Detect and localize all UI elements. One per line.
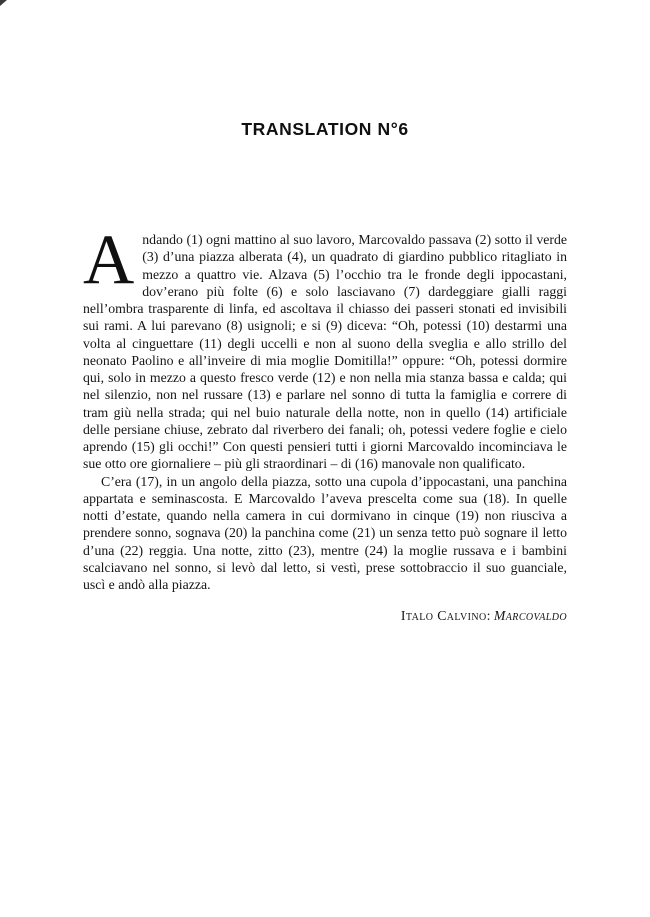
paragraph-2 xyxy=(83,473,567,594)
attribution xyxy=(83,607,567,624)
attribution-work: Marcovaldo xyxy=(493,608,567,624)
attribution-separator: : xyxy=(486,608,494,624)
attribution-author: Italo Calvino xyxy=(400,608,487,624)
drop-cap: A xyxy=(83,221,135,299)
text-block xyxy=(83,221,567,625)
paragraph-1 xyxy=(83,221,567,473)
paragraph-2-text: C’era (17), in un angolo della piazza, sotto una cupola d’ippocastani, una panchina appartata e seminascosta. E Marcovaldo l’aveva prescelta come sua (18). In quelle notti d’estate, quando nella camera in cui dormivano in cinque (19) non riusciva a prendere sonno, sognava (20) la panchina come (21) un senza tetto può sognare il letto d’una (22) reggia. Una notte, zitto (23), mentre (24) la moglie russava e i bambini scalciavano nel sonno, si levò dal letto, si vestì, prese sottobraccio il suo guanciale, uscì e andò alla piazza. xyxy=(83,473,567,592)
paragraph-1-text: ndando (1) ogni mattino al suo lavoro, Marcovaldo passava (2) sotto il verde (3) d’una piazza alberata (4), un quadrato di giardino pubblico ritagliato in mezzo a quattro vie. Alzava (5) l’occhio tra le fronde degli ippocastani, dov’erano più folte (6) e solo lasciavano (7) dardeggiare gialli raggi nell’ombra trasparente di linfa, ed ascoltava il chiasso dei passeri stonati ed invisibili sui rami. A lui parevano (8) usignoli; e si (9) diceva: “Oh, potessi (10) destarmi una volta al cinguettare (11) degli uccelli e non al suono della sveglia e allo strillo del neonato Paolino e all’inveire di mia moglie Domitilla!” oppure: “Oh, potessi dormire qui, solo in mezzo a questo fresco verde (12) e non nella mia stanza bassa e calda; qui nel silenzio, non nel russare (13) e parlare nel sonno di tutta la famiglia e correre di tram giù nella strada; qui nel buio naturale della notte, non in quello (14) artificiale delle persiane chiuse, zebrato dal riverbero dei fanali; oh, potessi vedere foglie e cielo aprendo (15) gli occhi!” Con questi pensieri tutti i giorni Marcovaldo incominciava le sue otto ore giornaliere – più gli straordinari – di (16) manovale non qualificato. xyxy=(83,232,567,472)
page-title: TRANSLATION N°6 xyxy=(241,119,409,139)
page-corner-artifact xyxy=(0,0,7,6)
